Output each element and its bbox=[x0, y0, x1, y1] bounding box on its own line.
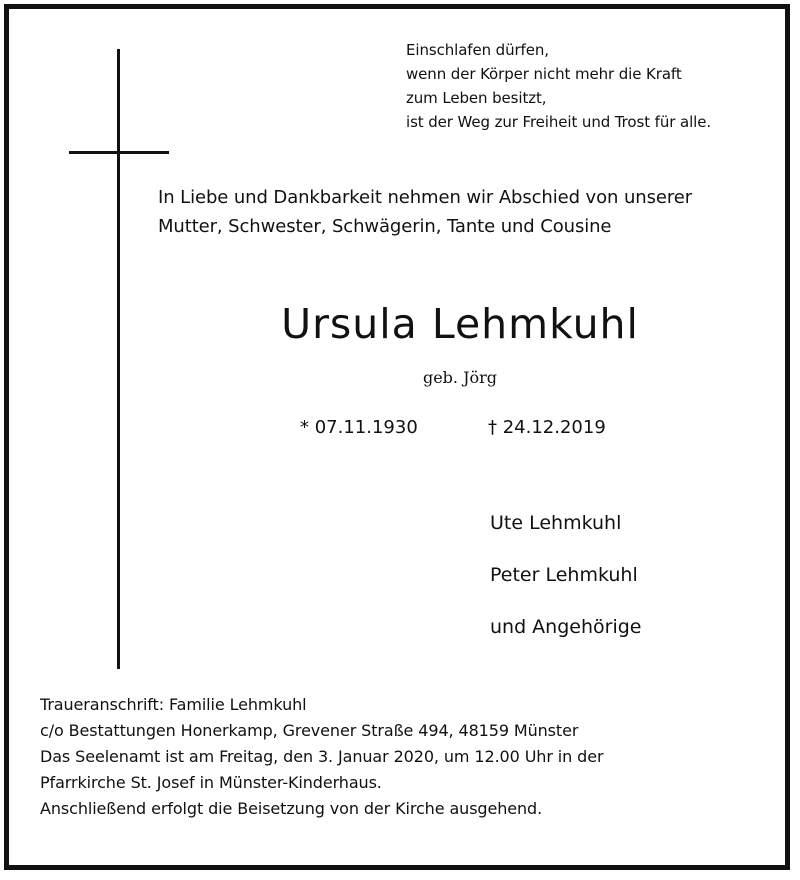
mourning-address-line: c/o Bestattungen Honerkamp, Grevener Straße 494, 48159 Münster bbox=[40, 721, 579, 740]
farewell-intro bbox=[158, 183, 778, 241]
survivor-name: und Angehörige bbox=[490, 616, 642, 638]
poem-line: ist der Weg zur Freiheit und Trost für alle. bbox=[406, 113, 712, 131]
mourning-address: Traueranschrift: Familie Lehmkuhl bbox=[40, 695, 307, 714]
survivor-name: Ute Lehmkuhl bbox=[490, 512, 622, 534]
cross-icon bbox=[69, 49, 169, 669]
service-info-line: Pfarrkirche St. Josef in Münster-Kinderhaus. bbox=[40, 773, 382, 792]
birth-date: * 07.11.1930 bbox=[300, 417, 418, 438]
survivors-list bbox=[490, 510, 780, 666]
intro-line: Mutter, Schwester, Schwägerin, Tante und Cousine bbox=[158, 216, 612, 237]
service-details bbox=[40, 692, 780, 822]
poem-line: zum Leben besitzt, bbox=[406, 89, 547, 107]
deceased-name: Ursula Lehmkuhl bbox=[281, 300, 639, 348]
cross-horizontal-bar bbox=[69, 151, 169, 154]
maiden-name: geb. Jörg bbox=[422, 368, 498, 387]
intro-line: In Liebe und Dankbarkeit nehmen wir Abschied von unserer bbox=[158, 187, 693, 208]
burial-info-line: Anschließend erfolgt die Beisetzung von der Kirche ausgehend. bbox=[40, 799, 543, 818]
service-info-line: Das Seelenamt ist am Freitag, den 3. Januar 2020, um 12.00 Uhr in der bbox=[40, 747, 604, 766]
survivor-name: Peter Lehmkuhl bbox=[490, 564, 638, 586]
poem-line: wenn der Körper nicht mehr die Kraft bbox=[406, 65, 682, 83]
poem bbox=[406, 38, 786, 134]
cross-vertical-bar bbox=[117, 49, 120, 669]
poem-line: Einschlafen dürfen, bbox=[406, 41, 549, 59]
death-date: † 24.12.2019 bbox=[488, 417, 606, 438]
